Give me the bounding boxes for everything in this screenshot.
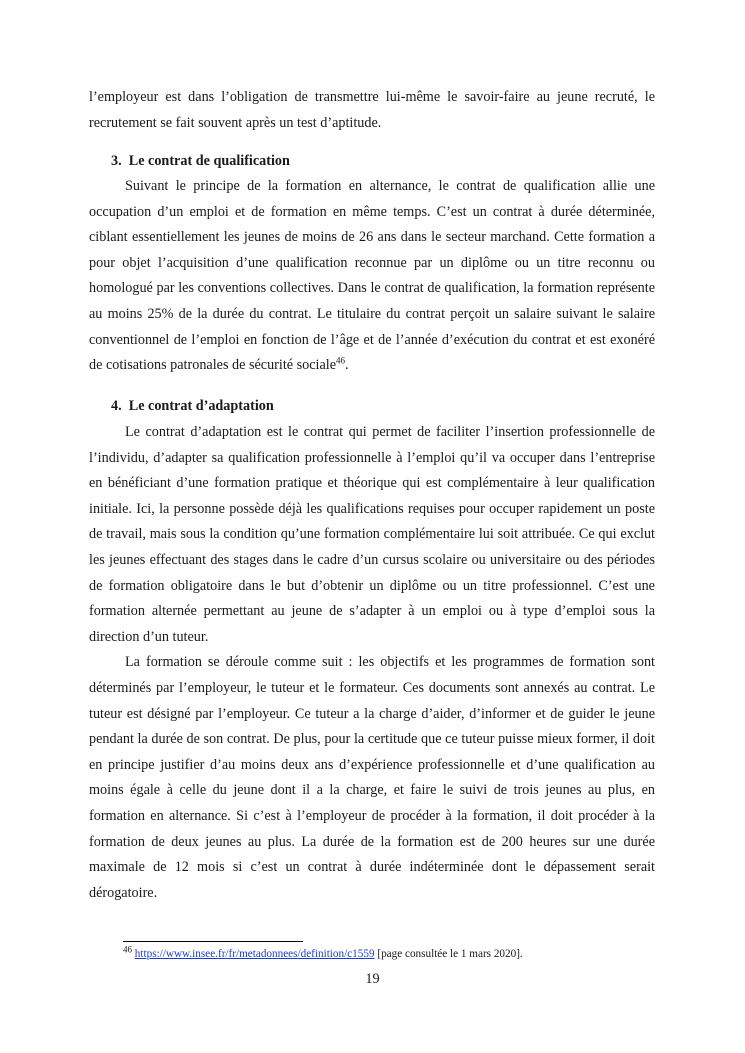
page-number: 19 — [365, 971, 380, 987]
section-4-heading: 4. Le contrat d’adaptation — [111, 398, 274, 414]
footnote-note: [page consultée le 1 mars 2020]. — [374, 948, 523, 960]
intro-paragraph: l’employeur est dans l’obligation de transmettre lui-même le savoir-faire au jeune recruté, le recrutement se fait souvent après un test d’aptitude. — [89, 89, 655, 131]
intro-paragraph-block — [89, 85, 655, 136]
section-3-paragraph-end: . — [345, 357, 349, 374]
footnote-number: 46 — [123, 944, 132, 955]
section-4-body — [89, 420, 655, 906]
section-4-heading-block — [89, 394, 655, 420]
section-3-heading-block — [89, 149, 655, 175]
section-4-paragraph-2: La formation se déroule comme suit : les objectifs et les programmes de formation sont déterminés par l’employeur, le tuteur et le formateur. Ces documents sont annexés au contrat. Le tuteur est désigné par l’employeur. Ce tuteur a la charge d’aider, d’informer et de guider le jeune pendant la durée de son contrat. De plus, pour la certitude que ce tuteur puisse mieux former, il doit en principe justifier d’au moins deux ans d’expérience professionnelle et d’une qualification au moins égale à celle du jeune dont il a la charge, et faire le suivi de trois jeunes au plus, en formation en alternance. Si c’est à l’employeur de procéder à la formation, il doit procéder à la formation de deux jeunes au plus. La durée de la formation est de 200 heures sur une durée maximale de 12 mois si c’est un contrat à durée indéterminée dont le dépassement serait dérogatoire. — [89, 654, 655, 901]
footnote-separator — [123, 941, 303, 942]
section-3-paragraph-text: Suivant le principe de la formation en alternance, le contrat de qualification allie une occupation d’un emploi et de formation en même temps. C’est un contrat à durée déterminée, ciblant essentiellement les jeunes de moins de 26 ans dans le secteur marchand. Cette formation a pour objet l’acquisition d’une qualification reconnue par un diplôme ou un titre reconnu ou homologué par les conventions collectives. Dans le contrat de qualification, la formation représente au moins 25% de la durée du contrat. Le titulaire du contrat perçoit un salaire suivant le salaire conventionnel de l’emploi en fonction de l’âge et de l’année d’exécution du contrat et est exonéré de cotisations patronales de sécurité sociale — [89, 178, 655, 374]
footnote-reference[interactable]: 46 — [336, 355, 346, 366]
section-3-paragraph — [89, 174, 655, 379]
footnote-link[interactable]: https://www.insee.fr/fr/metadonnees/definition/c1559 — [134, 948, 375, 960]
footnote — [123, 946, 655, 962]
section-3-heading: 3. Le contrat de qualification — [111, 153, 290, 169]
section-4-paragraph-1: Le contrat d’adaptation est le contrat qui permet de faciliter l’insertion professionnelle de l’individu, d’adapter sa qualification professionnelle à l’emploi qu’il va occuper dans l’entreprise en bénéficiant d’une formation pratique et théorique qui est complémentaire à leur qualification initiale. Ici, la personne possède déjà les qualifications requises pour occuper rapidement un poste de travail, mais sous la condition qu’une formation complémentaire lui soit attribuée. Ce qui exclut les jeunes effectuant des stages dans le cadre d’un cursus scolaire ou universitaire ou des périodes de formation obligatoire dans le but d’obtenir un diplôme ou un titre professionnel. C’est une formation alternée permettant au jeune de s’adapter à un emploi ou à type d’emploi sous la direction d’un tuteur. — [89, 424, 655, 645]
section-3-body — [89, 174, 655, 379]
